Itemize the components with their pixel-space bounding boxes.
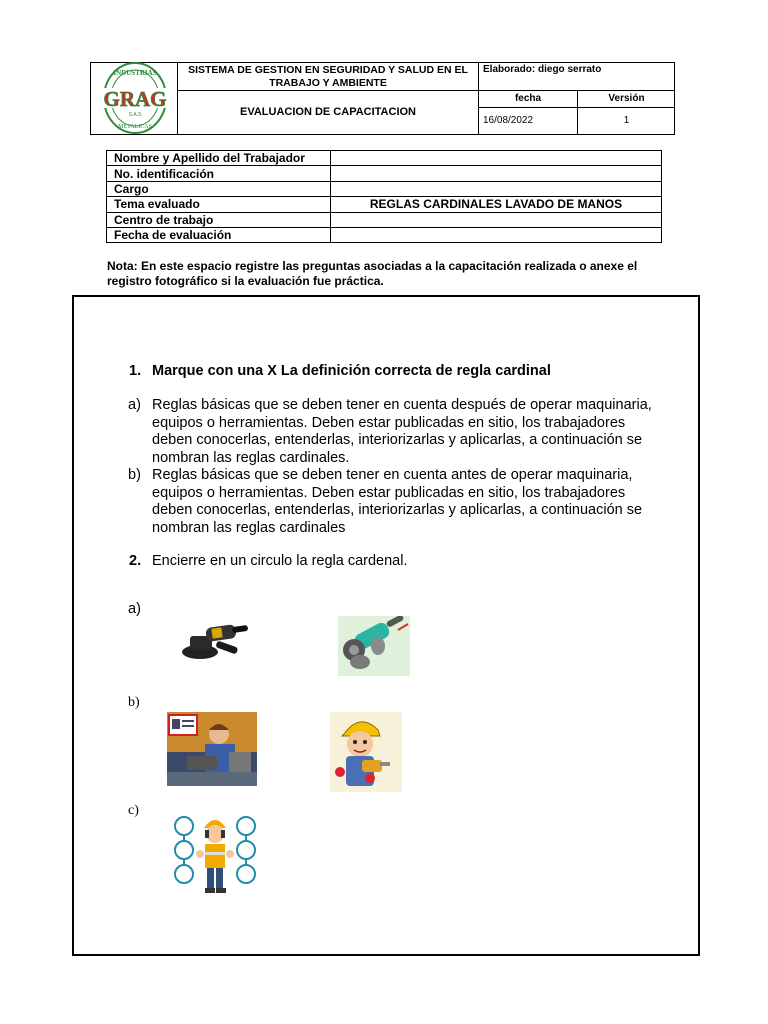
q2-number: 2.	[129, 553, 142, 569]
row-label: Nombre y Apellido del Trabajador	[107, 151, 331, 166]
q1-option-a-label[interactable]: a)	[128, 397, 141, 413]
table-row	[107, 197, 662, 212]
q2-option-b-label[interactable]: b)	[128, 695, 140, 710]
note-text: Nota: En este espacio registre las preguntas asociadas a la capacitación realizada o anexe el registro fotográfico si la evaluación fue práctica.	[107, 259, 638, 288]
document-header	[90, 62, 675, 135]
logo-sub: S.A.S	[128, 112, 142, 118]
table-row	[107, 166, 662, 181]
q1-text: Marque con una X La definición correcta de regla cardinal	[152, 363, 551, 379]
q2-text: Encierre en un circulo la regla cardenal.	[152, 553, 408, 569]
logo-ring-bottom: METALICAS	[118, 124, 152, 130]
logo-text: GRAG	[103, 87, 167, 111]
table-row	[107, 212, 662, 227]
row-value-field[interactable]: REGLAS CARDINALES LAVADO DE MANOS	[331, 197, 662, 212]
row-label: Tema evaluado	[107, 197, 331, 212]
q2-option-a-label[interactable]: a)	[128, 601, 141, 617]
logo-graphic	[93, 61, 177, 136]
row-value-field[interactable]	[331, 181, 662, 196]
row-label: Cargo	[107, 181, 331, 196]
logo-ring-top: INDUSTRIAS	[113, 69, 157, 77]
elaborado-label: Elaborado: diego serrato	[483, 64, 602, 76]
q1-option-a-text: Reglas básicas que se deben tener en cuenta después de operar maquinaria, equipos o herramientas. Deben estar publicadas en sitio, los trabajadores deben conocerlas, entenderlas, interiorizarlas y aplicarlas, a continuación se nombran las reglas cardinales.	[152, 397, 652, 466]
doc-title: EVALUACION DE CAPACITACION	[240, 106, 416, 119]
row-value-field[interactable]	[331, 212, 662, 227]
q1-number: 1.	[129, 363, 142, 379]
system-title: SISTEMA DE GESTION EN SEGURIDAD Y SALUD EN EL TRABAJO Y AMBIENTE	[188, 64, 468, 89]
table-row	[107, 151, 662, 166]
company-logo	[93, 61, 177, 136]
q2-option-c-label[interactable]: c)	[128, 803, 139, 818]
fecha-label: fecha	[514, 93, 542, 105]
q1-option-b-label[interactable]: b)	[128, 467, 141, 483]
worker-with-id-card-icon[interactable]	[167, 712, 257, 786]
row-label: Centro de trabajo	[107, 212, 331, 227]
q1-option-b-text: Reglas básicas que se deben tener en cuenta antes de operar maquinaria, equipos o herramientas. Deben estar publicadas en sitio, los trabajadores deben conocerlas, entenderlas, interiorizarlas y aplicarlas, a continuación se nombran las reglas cardinales	[152, 467, 643, 536]
row-label: Fecha de evaluación	[107, 227, 331, 242]
fecha-value: 16/08/2022	[483, 115, 534, 127]
cartoon-worker-helmet-icon[interactable]	[330, 712, 402, 792]
version-label: Versión	[608, 93, 645, 105]
row-value-field[interactable]	[331, 151, 662, 166]
table-row	[107, 181, 662, 196]
worker-with-ppe-icons[interactable]	[170, 808, 260, 900]
version-value: 1	[623, 115, 630, 127]
row-value-field[interactable]	[331, 166, 662, 181]
row-label: No. identificación	[107, 166, 331, 181]
row-value-field[interactable]	[331, 227, 662, 242]
table-row	[107, 227, 662, 242]
angle-grinder-icon[interactable]	[176, 612, 254, 672]
worker-info-table	[106, 150, 662, 243]
grinder-with-gloves-icon[interactable]	[338, 616, 410, 676]
